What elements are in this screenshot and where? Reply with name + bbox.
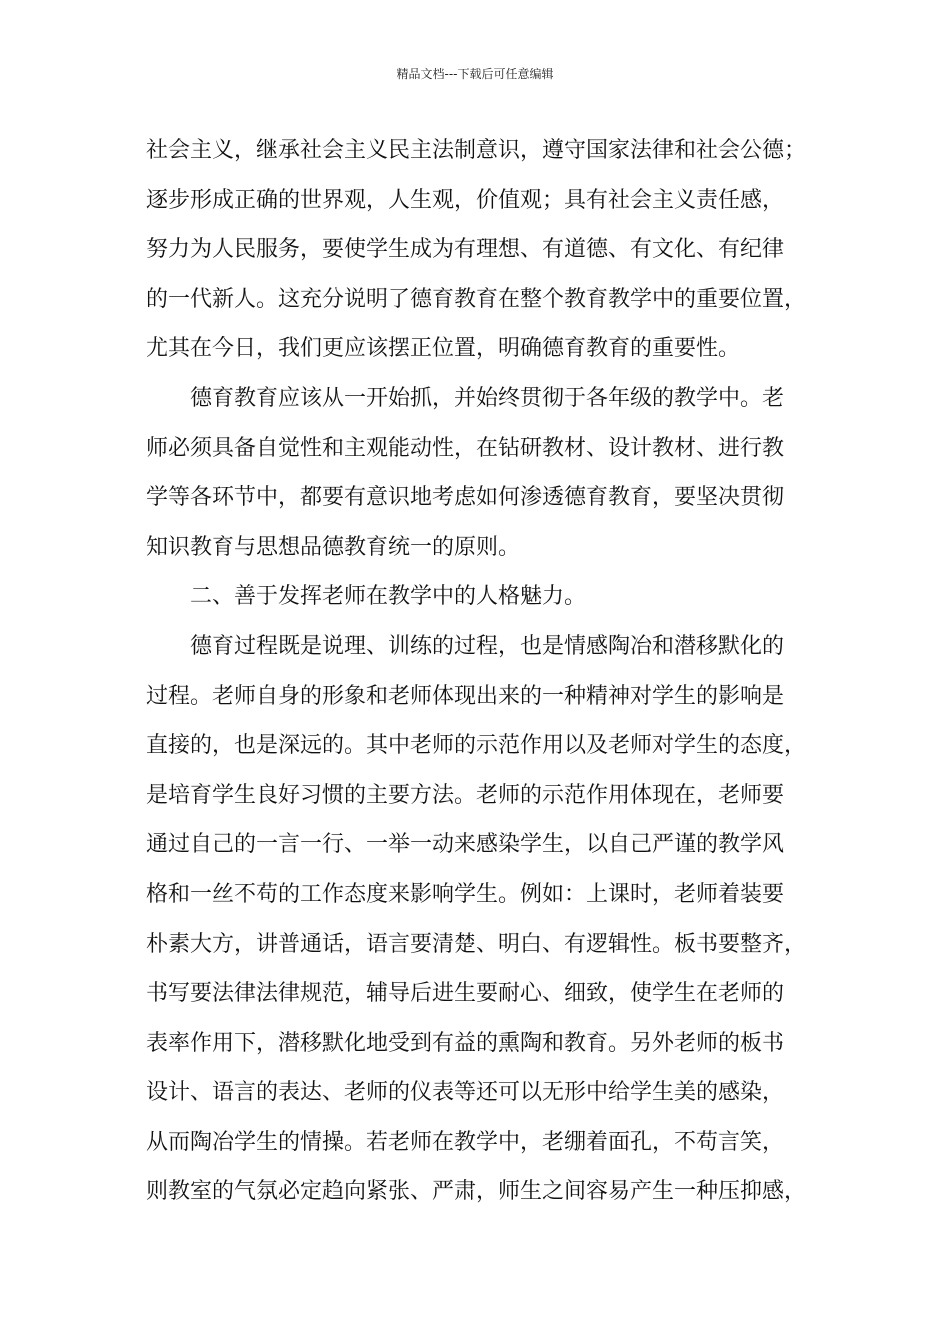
- text-line: 知识教育与思想品德教育统一的原则。: [146, 534, 521, 560]
- section-heading: 二、善于发挥老师在教学中的人格魅力。: [190, 584, 587, 610]
- text-line: 朴素大方，讲普通话，语言要清楚、明白、有逻辑性。板书要整齐，: [146, 931, 807, 957]
- text-line: 是培育学生良好习惯的主要方法。老师的示范作用体现在，老师要: [146, 782, 785, 808]
- text-line: 德育教育应该从一开始抓，并始终贯彻于各年级的教学中。老: [190, 385, 785, 411]
- text-line: 的一代新人。这充分说明了德育教育在整个教育教学中的重要位置，: [146, 286, 807, 312]
- text-line: 从而陶冶学生的情操。若老师在教学中，老绷着面孔，不苟言笑，: [146, 1129, 785, 1155]
- text-line: 学等各环节中，都要有意识地考虑如何渗透德育教育，要坚决贯彻: [146, 485, 785, 511]
- text-line: 尤其在今日，我们更应该摆正位置，明确德育教育的重要性。: [146, 336, 741, 362]
- text-line: 表率作用下，潜移默化地受到有益的熏陶和教育。另外老师的板书: [146, 1030, 785, 1056]
- text-line: 努力为人民服务，要使学生成为有理想、有道德、有文化、有纪律: [146, 237, 785, 263]
- text-line: 书写要法律法律规范，辅导后进生要耐心、细致，使学生在老师的: [146, 981, 785, 1007]
- text-line: 师必须具备自觉性和主观能动性，在钻研教材、设计教材、进行教: [146, 435, 785, 461]
- text-line: 逐步形成正确的世界观，人生观，价值观；具有社会主义责任感，: [146, 187, 785, 213]
- text-line: 社会主义，继承社会主义民主法制意识，遵守国家法律和社会公德；: [146, 138, 807, 163]
- text-line: 直接的，也是深远的。其中老师的示范作用以及老师对学生的态度，: [146, 733, 807, 759]
- page-header: 精品文档---下载后可任意编辑: [396, 67, 554, 81]
- text-line: 德育过程既是说理、训练的过程，也是情感陶冶和潜移默化的: [190, 633, 785, 659]
- text-line: 通过自己的一言一行、一举一动来感染学生，以自己严谨的教学风: [146, 832, 785, 858]
- text-line: 过程。老师自身的形象和老师体现出来的一种精神对学生的影响是: [146, 683, 785, 709]
- text-line: 设计、语言的表达、老师的仪表等还可以无形中给学生美的感染，: [146, 1080, 785, 1106]
- text-line: 格和一丝不苟的工作态度来影响学生。例如：上课时，老师着装要: [146, 881, 785, 907]
- text-line: 则教室的气氛必定趋向紧张、严肃，师生之间容易产生一种压抑感，: [146, 1179, 807, 1205]
- document-body: [146, 133, 826, 1224]
